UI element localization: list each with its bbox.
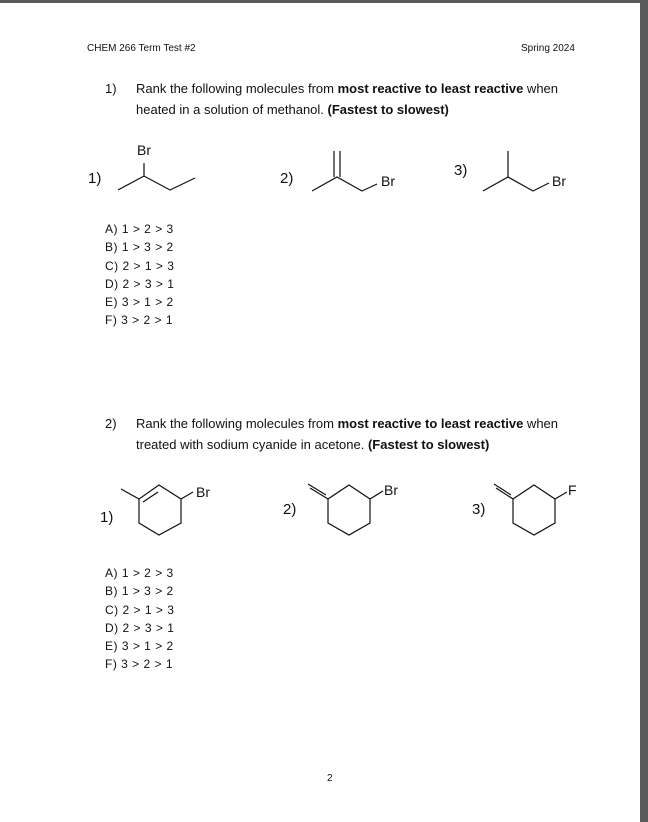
q1-choice-b[interactable]: B) 1 > 3 > 2 [105, 240, 174, 255]
q2-choice-e[interactable]: E) 3 > 1 > 2 [105, 639, 174, 654]
question-2-line-1: Rank the following molecules from most reactive to least reactive when [136, 416, 559, 431]
term-label: Spring 2024 [521, 43, 575, 54]
q2-choice-d[interactable]: D) 2 > 3 > 1 [105, 620, 175, 635]
q2-choice-b[interactable]: B) 1 > 3 > 2 [105, 584, 174, 599]
q1-choice-c[interactable]: C) 2 > 1 > 3 [105, 258, 175, 273]
q1-molecule-1-label: 1) [88, 170, 102, 187]
q1-molecule-3-label: 3) [454, 162, 468, 179]
exam-page [0, 3, 640, 822]
page-number: 2 [327, 773, 333, 784]
q1-molecule-2-bromine: Br [381, 173, 395, 189]
q1-molecule-3-bromine: Br [552, 173, 566, 189]
question-1-line-2: heated in a solution of methanol. (Fastest to slowest) [136, 102, 449, 117]
course-title: CHEM 266 Term Test #2 [87, 43, 196, 54]
q1-molecule-2-label: 2) [280, 170, 294, 187]
question-2-choices [105, 564, 174, 674]
question-1-line-1: Rank the following molecules from most reactive to least reactive when [136, 81, 559, 96]
q2-choice-a[interactable]: A) 1 > 2 > 3 [105, 566, 174, 580]
question-2-number: 2) [105, 416, 117, 431]
q2-choice-c[interactable]: C) 2 > 1 > 3 [105, 602, 175, 617]
q2-choice-f[interactable]: F) 3 > 2 > 1 [105, 657, 174, 672]
q2-molecule-2-bromine: Br [384, 482, 398, 498]
question-1-number: 1) [105, 81, 117, 96]
q1-molecule-1-bromine: Br [137, 142, 151, 158]
q2-molecule-3-label: 3) [472, 501, 486, 518]
q1-choice-a[interactable]: A) 1 > 2 > 3 [105, 222, 174, 236]
q1-choice-f[interactable]: F) 3 > 2 > 1 [105, 313, 174, 328]
q2-molecule-1-label: 1) [100, 509, 114, 526]
q2-molecule-1-bromine: Br [196, 484, 210, 500]
q2-molecule-2-label: 2) [283, 501, 297, 518]
q2-molecule-3-fluorine: F [568, 482, 577, 498]
q1-choice-d[interactable]: D) 2 > 3 > 1 [105, 276, 175, 291]
q1-choice-e[interactable]: E) 3 > 1 > 2 [105, 295, 174, 310]
question-2-line-2: treated with sodium cyanide in acetone. (Fastest to slowest) [136, 437, 490, 452]
q2-molecule-3-structure [0, 3, 640, 703]
